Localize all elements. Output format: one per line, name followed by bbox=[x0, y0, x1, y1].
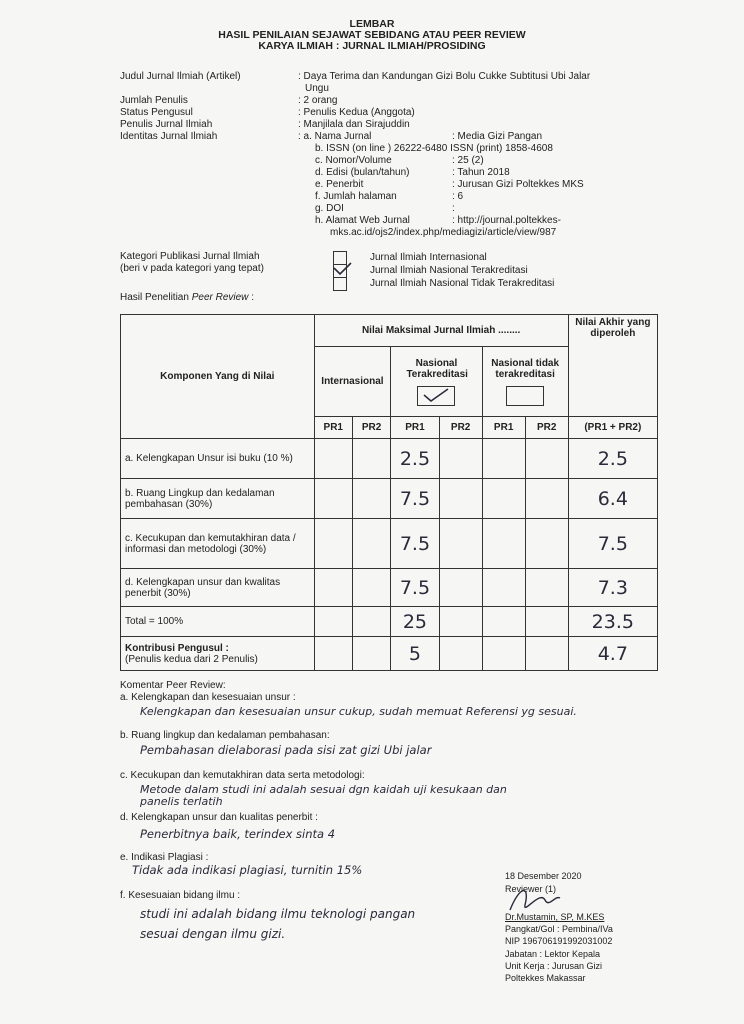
judul-value-cont: Ungu bbox=[305, 83, 329, 94]
komentar-question: a. Kelengkapan dan kesesuaian unsur : bbox=[120, 692, 296, 703]
reviewer-unit: Unit Kerja : Jurusan Gizi bbox=[505, 961, 603, 971]
terakreditasi-box[interactable] bbox=[417, 386, 455, 406]
komentar-answer: Metode dalam studi ini adalah sesuai dgn kaidah uji kesukaan dan bbox=[140, 783, 507, 796]
table-row-kontribusi bbox=[121, 637, 658, 671]
table-row bbox=[121, 519, 658, 569]
tidak-terakreditasi-box[interactable] bbox=[506, 386, 544, 406]
reviewer-unit-cont: Poltekkes Makassar bbox=[505, 973, 586, 983]
row-score-value: 7.5 bbox=[568, 519, 657, 569]
row-score-value: 7.3 bbox=[568, 569, 657, 607]
komentar-question: b. Ruang lingkup dan kedalaman pembahasan: bbox=[120, 730, 330, 741]
doc-heading-subtitle: KARYA ILMIAH : JURNAL ILMIAH/PROSIDING bbox=[258, 40, 486, 52]
identitas-label: Identitas Jurnal Ilmiah bbox=[120, 131, 218, 142]
identitas-item-v: : Tahun 2018 bbox=[452, 167, 510, 178]
reviewer-nip: NIP 196706191992031002 bbox=[505, 936, 613, 946]
kontribusi-title: Kontribusi Pengusul : bbox=[125, 642, 229, 654]
identitas-item-v: : Media Gizi Pangan bbox=[452, 131, 543, 142]
jumlah-penulis-value: : 2 orang bbox=[298, 95, 338, 106]
header-nilai-maksimal: Nilai Maksimal Jurnal Ilmiah ........ bbox=[314, 315, 568, 347]
komentar-question: f. Kesesuaian bidang ilmu : bbox=[120, 890, 241, 901]
reviewer-role: Reviewer (1) bbox=[505, 884, 557, 894]
checkmark-icon bbox=[332, 262, 352, 276]
identitas-item-k: c. Nomor/Volume bbox=[315, 155, 392, 166]
row-score-value: 23.5 bbox=[568, 607, 657, 637]
header-pr2: PR2 bbox=[439, 417, 482, 439]
table-row bbox=[121, 607, 658, 637]
komentar-title: Komentar Peer Review: bbox=[120, 680, 226, 691]
header-nasional-tidak-label: Nasional tidak terakreditasi bbox=[491, 357, 560, 380]
row-max-value: 7.5 bbox=[391, 519, 439, 569]
row-label: d. Kelengkapan unsur dan kwalitas penerbit (30%) bbox=[121, 569, 315, 607]
kategori-opt-terakreditasi: Jurnal Ilmiah Nasional Terakreditasi bbox=[370, 265, 528, 276]
kategori-label: Kategori Publikasi Jurnal Ilmiah bbox=[120, 251, 260, 262]
identitas-item-v: : http://journal.poltekkes- bbox=[452, 215, 561, 226]
table-row bbox=[121, 439, 658, 479]
kategori-opt-tidak: Jurnal Ilmiah Nasional Tidak Terakreditasi bbox=[370, 278, 555, 289]
header-pr1: PR1 bbox=[391, 417, 439, 439]
status-pengusul-label: Status Pengusul bbox=[120, 107, 193, 118]
header-sum: (PR1 + PR2) bbox=[568, 417, 657, 439]
checkbox-nasional-terakreditasi[interactable] bbox=[333, 264, 347, 278]
kontribusi-subtitle: (Penulis kedua dari 2 Penulis) bbox=[125, 653, 258, 665]
row-label: b. Ruang Lingkup dan kedalaman pembahasan (30%) bbox=[121, 479, 315, 519]
identitas-item-k: e. Penerbit bbox=[315, 179, 364, 190]
header-pr1: PR1 bbox=[314, 417, 352, 439]
identitas-item-k: d. Edisi (bulan/tahun) bbox=[315, 167, 410, 178]
penulis-value: : Manjilala dan Sirajuddin bbox=[298, 119, 410, 130]
identitas-item-k: : a. Nama Jurnal bbox=[298, 131, 372, 142]
identitas-item-v: : 25 (2) bbox=[452, 155, 484, 166]
komentar-question: e. Indikasi Plagiasi : bbox=[120, 852, 209, 863]
row-max-value: 25 bbox=[391, 607, 439, 637]
kategori-opt-internasional: Jurnal Ilmiah Internasional bbox=[370, 252, 487, 263]
komentar-answer-cont: panelis terlatih bbox=[140, 795, 223, 808]
reviewer-name: Dr.Mustamin, SP, M.KES bbox=[505, 912, 605, 922]
identitas-item-k: b. ISSN (on line ) 26222-6480 ISSN (print) 1858-4608 bbox=[315, 143, 553, 154]
doc-heading-title: HASIL PENILAIAN SEJAWAT SEBIDANG ATAU PEER REVIEW bbox=[218, 29, 526, 41]
reviewer-pangkat: Pangkat/Gol : Pembina/IVa bbox=[505, 924, 613, 934]
identitas-item-v: : Jurusan Gizi Poltekkes MKS bbox=[452, 179, 584, 190]
identitas-item-v: : 6 bbox=[452, 191, 464, 202]
row-label: Total = 100% bbox=[121, 607, 315, 637]
identitas-item-k: mks.ac.id/ojs2/index.php/mediagizi/article/view/987 bbox=[330, 227, 557, 238]
judul-value: : Daya Terima dan Kandungan Gizi Bolu Cukke Subtitusi Ubi Jalar bbox=[298, 71, 591, 82]
row-max-value: 7.5 bbox=[391, 569, 439, 607]
komentar-answer: studi ini adalah bidang ilmu teknologi pangan bbox=[140, 907, 416, 921]
row-label: c. Kecukupan dan kemutakhiran data / informasi dan metodologi (30%) bbox=[121, 519, 315, 569]
row-max-value: 7.5 bbox=[391, 479, 439, 519]
header-nilai-akhir: Nilai Akhir yang diperoleh bbox=[568, 315, 657, 417]
judul-label: Judul Jurnal Ilmiah (Artikel) bbox=[120, 71, 241, 82]
komentar-question: d. Kelengkapan unsur dan kualitas penerbit : bbox=[120, 812, 318, 823]
row-score-value: 2.5 bbox=[568, 439, 657, 479]
header-pr2: PR2 bbox=[525, 417, 568, 439]
table-row bbox=[121, 479, 658, 519]
komentar-answer: Penerbitnya baik, terindex sinta 4 bbox=[140, 827, 336, 841]
header-nasional-tidak bbox=[482, 347, 568, 417]
komentar-answer: Pembahasan dielaborasi pada sisi zat gizi Ubi jalar bbox=[140, 743, 432, 757]
identitas-item-k: h. Alamat Web Jurnal bbox=[315, 215, 410, 226]
reviewer-jabatan: Jabatan : Lektor Kepala bbox=[505, 949, 601, 959]
review-date: 18 Desember 2020 bbox=[505, 871, 582, 881]
jumlah-penulis-label: Jumlah Penulis bbox=[120, 95, 188, 106]
peer-review-table bbox=[120, 314, 658, 671]
checkbox-nasional-tidak[interactable] bbox=[333, 277, 347, 291]
header-nasional-terakreditasi-label: Nasional Terakreditasi bbox=[406, 357, 468, 380]
kontribusi-score-value: 4.7 bbox=[568, 637, 657, 671]
header-pr1: PR1 bbox=[482, 417, 525, 439]
status-pengusul-value: : Penulis Kedua (Anggota) bbox=[298, 107, 415, 118]
identitas-item-k: g. DOI bbox=[315, 203, 344, 214]
identitas-item-v: : bbox=[452, 203, 455, 214]
kontribusi-max-value: 5 bbox=[391, 637, 439, 671]
identitas-item-k: f. Jumlah halaman bbox=[315, 191, 397, 202]
kontribusi-label bbox=[121, 637, 315, 671]
checkmark-icon bbox=[418, 387, 454, 405]
komentar-question: c. Kecukupan dan kemutakhiran data serta metodologi: bbox=[120, 770, 365, 781]
doc-heading-lembar: LEMBAR bbox=[349, 18, 395, 30]
row-max-value: 2.5 bbox=[391, 439, 439, 479]
header-nasional-terakreditasi bbox=[391, 347, 482, 417]
row-label: a. Kelengkapan Unsur isi buku (10 %) bbox=[121, 439, 315, 479]
table-row bbox=[121, 569, 658, 607]
komentar-answer-cont: sesuai dengan ilmu gizi. bbox=[140, 927, 286, 941]
komentar-answer: Kelengkapan dan kesesuaian unsur cukup, sudah memuat Referensi yg sesuai. bbox=[140, 705, 577, 718]
komentar-answer: Tidak ada indikasi plagiasi, turnitin 15% bbox=[132, 863, 363, 877]
penulis-label: Penulis Jurnal Ilmiah bbox=[120, 119, 213, 130]
header-pr2: PR2 bbox=[352, 417, 390, 439]
header-internasional: Internasional bbox=[314, 347, 391, 417]
hasil-label: Hasil Penelitian Peer Review : bbox=[120, 292, 254, 303]
header-komponen: Komponen Yang di Nilai bbox=[121, 315, 315, 439]
kategori-hint: (beri v pada kategori yang tepat) bbox=[120, 263, 264, 274]
row-score-value: 6.4 bbox=[568, 479, 657, 519]
